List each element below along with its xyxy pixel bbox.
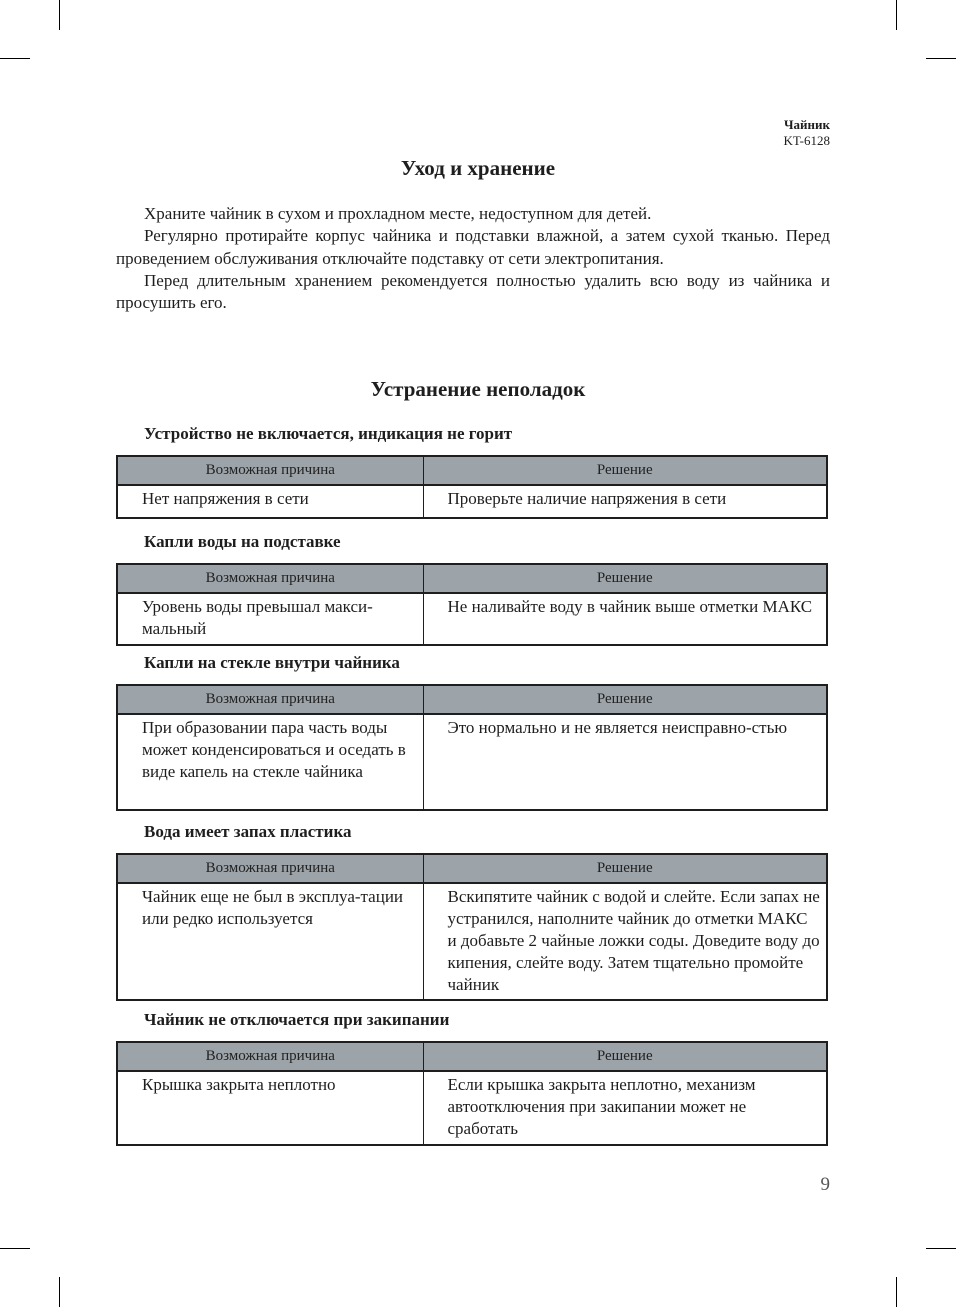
cause-cell: Нет напряжения в сети bbox=[117, 485, 423, 518]
column-header-solution: Решение bbox=[423, 685, 827, 714]
problem-heading: Капли воды на подставке bbox=[144, 532, 341, 551]
column-header-solution: Решение bbox=[423, 564, 827, 593]
page-number: 9 bbox=[820, 1174, 830, 1195]
column-header-cause: Возможная причина bbox=[117, 456, 423, 485]
column-header-solution: Решение bbox=[423, 456, 827, 485]
care-paragraph: Храните чайник в сухом и прохладном месте, недоступном для детей. bbox=[144, 204, 652, 223]
crop-mark bbox=[926, 58, 956, 59]
care-title: Уход и хранение bbox=[400, 156, 556, 180]
troubleshooting-table bbox=[116, 684, 828, 811]
column-header-cause: Возможная причина bbox=[117, 1042, 423, 1071]
care-paragraph: Регулярно протирайте корпус чайника и подставки влажной, а затем сухой тканью. Перед проведением обслуживания отключайте подставку от сети электропитания. bbox=[116, 226, 830, 268]
product-name: Чайник bbox=[783, 117, 830, 132]
crop-mark bbox=[0, 58, 30, 59]
crop-mark bbox=[59, 1277, 60, 1307]
solution-cell: Это нормально и не является неисправно-стью bbox=[423, 714, 827, 810]
troubleshooting-table bbox=[116, 853, 828, 1001]
solution-cell: Если крышка закрыта неплотно, механизм автоотключения при закипании может не сработать bbox=[423, 1071, 827, 1145]
column-header-solution: Решение bbox=[423, 1042, 827, 1071]
solution-cell: Проверьте наличие напряжения в сети bbox=[423, 485, 827, 518]
troubleshooting-table bbox=[116, 563, 828, 646]
crop-mark bbox=[59, 0, 60, 30]
cause-cell: При образовании пара часть воды может конденсироваться и оседать в виде капель на стекле чайника bbox=[117, 714, 423, 810]
crop-mark bbox=[896, 0, 897, 30]
crop-mark bbox=[0, 1248, 30, 1249]
problem-heading: Чайник не отключается при закипании bbox=[144, 1010, 450, 1029]
column-header-cause: Возможная причина bbox=[117, 564, 423, 593]
column-header-solution: Решение bbox=[423, 854, 827, 883]
cause-cell: Чайник еще не был в эксплуа-тации или редко используется bbox=[117, 883, 423, 1000]
column-header-cause: Возможная причина bbox=[117, 854, 423, 883]
solution-cell: Вскипятите чайник с водой и слейте. Если запах не устранился, наполните чайник до отметки МАКС и добавьте 2 чайные ложки соды. Доведите воду до кипения, слейте воду. Затем тщательно промойте чайник bbox=[423, 883, 827, 1000]
crop-mark bbox=[896, 1277, 897, 1307]
crop-mark bbox=[926, 1248, 956, 1249]
problem-heading: Вода имеет запах пластика bbox=[144, 822, 352, 841]
model-number: KT-6128 bbox=[783, 133, 830, 148]
problem-heading: Устройство не включается, индикация не горит bbox=[144, 424, 513, 443]
column-header-cause: Возможная причина bbox=[117, 685, 423, 714]
running-header bbox=[784, 117, 830, 149]
solution-cell: Не наливайте воду в чайник выше отметки МАКС bbox=[423, 593, 827, 645]
cause-cell: Крышка закрыта неплотно bbox=[117, 1071, 423, 1145]
care-paragraph: Перед длительным хранением рекомендуется полностью удалить всю воду из чайника и просушить его. bbox=[116, 270, 830, 313]
troubleshooting-title: Устранение неполадок bbox=[370, 377, 586, 401]
cause-cell: Уровень воды превышал макси-мальный bbox=[117, 593, 423, 645]
problem-heading: Капли на стекле внутри чайника bbox=[144, 653, 400, 672]
troubleshooting-table bbox=[116, 455, 828, 519]
care-text bbox=[116, 203, 830, 314]
troubleshooting-table bbox=[116, 1041, 828, 1146]
